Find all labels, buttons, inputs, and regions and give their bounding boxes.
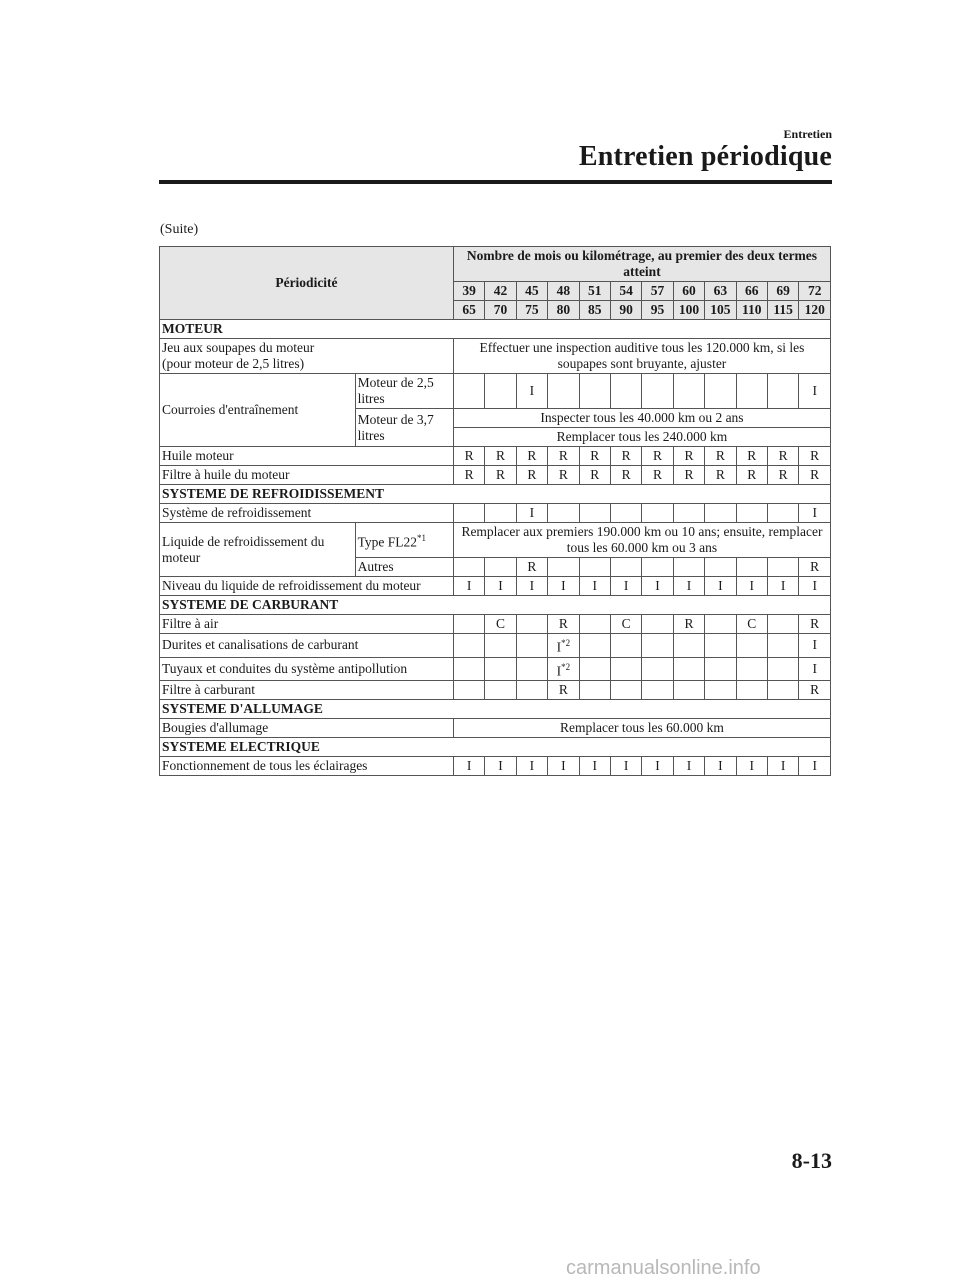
row-label: Filtre à air	[160, 615, 454, 634]
interval-cell	[642, 681, 673, 700]
interval-cell: R	[736, 466, 767, 485]
interval-cell: I	[485, 577, 516, 596]
interval-cell	[673, 634, 704, 658]
table-row	[160, 374, 831, 409]
interval-cell	[642, 634, 673, 658]
section-refroidissement: SYSTEME DE REFROIDISSEMENT	[160, 485, 831, 504]
interval-cell	[736, 657, 767, 681]
row-label-line: (pour moteur de 2,5 litres)	[162, 356, 305, 371]
interval-cell: I	[516, 757, 547, 776]
section-allumage: SYSTEME D'ALLUMAGE	[160, 700, 831, 719]
interval-cell	[516, 657, 547, 681]
interval-cell	[548, 504, 579, 523]
interval-cell	[453, 681, 484, 700]
interval-cell: C	[610, 615, 641, 634]
interval-cell: I	[736, 757, 767, 776]
month-cell: 51	[579, 282, 610, 301]
interval-cell	[642, 615, 673, 634]
interval-cell	[453, 615, 484, 634]
row-note: Remplacer tous les 60.000 km	[453, 719, 830, 738]
interval-cell	[579, 615, 610, 634]
interval-cell: I	[673, 577, 704, 596]
interval-cell	[767, 634, 798, 658]
interval-cell: I	[705, 577, 736, 596]
interval-cell: I	[579, 757, 610, 776]
interval-cell	[767, 615, 798, 634]
header-rule	[159, 180, 832, 184]
interval-cell: I	[579, 577, 610, 596]
interval-cell: R	[767, 466, 798, 485]
interval-cell	[548, 558, 579, 577]
interval-cell: R	[548, 466, 579, 485]
interval-cell: R	[516, 447, 547, 466]
interval-cell: R	[610, 466, 641, 485]
interval-cell	[642, 657, 673, 681]
interval-cell: I	[767, 577, 798, 596]
row-label: Bougies d'allumage	[160, 719, 454, 738]
interval-cell: R	[705, 447, 736, 466]
table-row	[160, 523, 831, 558]
interval-cell: I	[799, 374, 831, 409]
row-label: Durites et canalisations de carburant	[160, 634, 454, 658]
sub-label	[355, 523, 453, 558]
interval-cell	[485, 681, 516, 700]
month-cell: 63	[705, 282, 736, 301]
table-row	[160, 657, 831, 681]
interval-cell	[485, 374, 516, 409]
interval-cell	[610, 504, 641, 523]
interval-cell: R	[642, 466, 673, 485]
month-cell: 54	[610, 282, 641, 301]
interval-cell: R	[453, 447, 484, 466]
km-cell: 90	[610, 301, 641, 320]
interval-cell: I	[799, 504, 831, 523]
interval-cell	[642, 504, 673, 523]
interval-cell: I	[799, 577, 831, 596]
interval-cell: R	[673, 447, 704, 466]
interval-cell	[516, 681, 547, 700]
interval-cell	[736, 681, 767, 700]
interval-cell	[610, 374, 641, 409]
interval-cell	[548, 374, 579, 409]
interval-cell	[485, 634, 516, 658]
month-cell: 39	[453, 282, 484, 301]
row-label: Huile moteur	[160, 447, 454, 466]
interval-cell	[485, 657, 516, 681]
month-cell: 57	[642, 282, 673, 301]
month-cell: 69	[767, 282, 798, 301]
interval-cell	[736, 558, 767, 577]
interval-cell	[767, 504, 798, 523]
km-cell: 75	[516, 301, 547, 320]
interval-cell	[579, 681, 610, 700]
interval-cell: I	[799, 657, 831, 681]
interval-cell	[610, 657, 641, 681]
km-cell: 70	[485, 301, 516, 320]
interval-cell	[767, 374, 798, 409]
interval-cell	[579, 634, 610, 658]
row-note: Remplacer tous les 240.000 km	[453, 428, 830, 447]
interval-cell	[673, 657, 704, 681]
page-number: 8-13	[791, 1148, 832, 1173]
interval-cell	[705, 681, 736, 700]
footnote-marker: *1	[417, 532, 427, 543]
interval-cell: R	[579, 447, 610, 466]
interval-cell	[516, 634, 547, 658]
km-cell: 115	[767, 301, 798, 320]
interval-cell: I	[610, 577, 641, 596]
interval-cell: R	[673, 466, 704, 485]
interval-cell: R	[642, 447, 673, 466]
section-electrique: SYSTEME ELECTRIQUE	[160, 738, 831, 757]
interval-cell: I	[673, 757, 704, 776]
sub-label-text: Type FL22	[357, 534, 418, 550]
table-row	[160, 719, 831, 738]
sub-label: Autres	[355, 558, 453, 577]
interval-cell	[516, 615, 547, 634]
interval-cell	[642, 558, 673, 577]
interval-cell	[610, 634, 641, 658]
table-row	[160, 757, 831, 776]
sub-label: Moteur de 2,5 litres	[355, 374, 453, 409]
row-note: Inspecter tous les 40.000 km ou 2 ans	[453, 409, 830, 428]
row-label: Courroies d'entraînement	[160, 374, 356, 447]
km-cell: 85	[579, 301, 610, 320]
interval-cell: C	[736, 615, 767, 634]
interval-cell: I	[642, 577, 673, 596]
interval-cell	[485, 504, 516, 523]
interval-cell	[548, 634, 579, 658]
interval-cell	[610, 558, 641, 577]
section-moteur: MOTEUR	[160, 320, 831, 339]
row-label-line: Jeu aux soupapes du moteur	[162, 340, 315, 355]
interval-cell	[579, 657, 610, 681]
table-row	[160, 466, 831, 485]
interval-cell	[453, 634, 484, 658]
interval-cell	[705, 558, 736, 577]
interval-cell: I	[642, 757, 673, 776]
table-row	[160, 339, 831, 374]
row-label: Filtre à carburant	[160, 681, 454, 700]
interval-cell: R	[705, 466, 736, 485]
interval-cell: R	[799, 447, 831, 466]
month-cell: 42	[485, 282, 516, 301]
interval-cell	[579, 558, 610, 577]
interval-cell: I	[705, 757, 736, 776]
interval-value: I	[556, 663, 562, 678]
interval-header: Nombre de mois ou kilométrage, au premier des deux termes atteint	[453, 247, 830, 282]
table-row	[160, 634, 831, 658]
interval-cell: R	[799, 558, 831, 577]
interval-cell	[579, 504, 610, 523]
interval-cell: I	[799, 634, 831, 658]
interval-cell	[642, 374, 673, 409]
interval-cell: R	[453, 466, 484, 485]
row-label: Filtre à huile du moteur	[160, 466, 454, 485]
interval-cell: I	[516, 577, 547, 596]
row-label: Liquide de refroidissement du moteur	[160, 523, 356, 577]
interval-cell: R	[610, 447, 641, 466]
interval-cell: R	[736, 447, 767, 466]
km-cell: 65	[453, 301, 484, 320]
interval-cell	[767, 657, 798, 681]
table-row	[160, 615, 831, 634]
interval-cell	[767, 681, 798, 700]
footnote-marker: *2	[561, 638, 571, 648]
interval-cell: R	[579, 466, 610, 485]
interval-cell	[673, 558, 704, 577]
interval-cell	[705, 374, 736, 409]
interval-cell: I	[453, 757, 484, 776]
periodicite-header: Périodicité	[160, 247, 454, 320]
interval-cell	[736, 374, 767, 409]
interval-cell	[673, 681, 704, 700]
month-cell: 66	[736, 282, 767, 301]
interval-cell: I	[767, 757, 798, 776]
footer-watermark: carmanualsonline.info	[566, 1257, 761, 1279]
interval-cell: R	[516, 466, 547, 485]
table-row	[160, 681, 831, 700]
interval-cell: R	[516, 558, 547, 577]
interval-cell: C	[485, 615, 516, 634]
interval-cell	[548, 657, 579, 681]
maintenance-schedule-table	[159, 246, 831, 776]
interval-cell: I	[485, 757, 516, 776]
interval-cell: R	[485, 447, 516, 466]
row-label	[160, 339, 454, 374]
interval-cell: R	[673, 615, 704, 634]
row-label: Niveau du liquide de refroidissement du moteur	[160, 577, 454, 596]
interval-cell	[767, 558, 798, 577]
row-label: Fonctionnement de tous les éclairages	[160, 757, 454, 776]
row-note: Remplacer aux premiers 190.000 km ou 10 ans; ensuite, remplacer tous les 60.000 km ou 3 ans	[453, 523, 830, 558]
section-label: Entretien	[783, 127, 832, 141]
interval-cell: R	[799, 681, 831, 700]
interval-cell: I	[516, 374, 547, 409]
interval-cell	[673, 504, 704, 523]
table-row	[160, 577, 831, 596]
table-row	[160, 447, 831, 466]
interval-cell: R	[799, 615, 831, 634]
interval-cell: R	[767, 447, 798, 466]
interval-cell: R	[799, 466, 831, 485]
interval-value: I	[556, 639, 562, 655]
section-carburant: SYSTEME DE CARBURANT	[160, 596, 831, 615]
interval-cell	[485, 558, 516, 577]
interval-cell: R	[548, 447, 579, 466]
interval-cell: I	[548, 577, 579, 596]
km-cell: 105	[705, 301, 736, 320]
interval-cell	[610, 681, 641, 700]
interval-cell: I	[610, 757, 641, 776]
interval-cell	[673, 374, 704, 409]
interval-cell: I	[548, 757, 579, 776]
interval-cell: R	[485, 466, 516, 485]
row-label: Tuyaux et conduites du système antipollution	[160, 657, 454, 681]
interval-cell	[736, 504, 767, 523]
km-cell: 120	[799, 301, 831, 320]
page-title: Entretien périodique	[578, 141, 832, 172]
interval-cell	[705, 615, 736, 634]
month-cell: 45	[516, 282, 547, 301]
continued-label: (Suite)	[160, 222, 199, 237]
footnote-marker: *2	[561, 661, 571, 672]
row-label: Système de refroidissement	[160, 504, 454, 523]
row-note: Effectuer une inspection auditive tous les 120.000 km, si les soupapes sont bruyante, ajuster	[453, 339, 830, 374]
month-cell: 60	[673, 282, 704, 301]
month-cell: 72	[799, 282, 831, 301]
interval-cell	[579, 374, 610, 409]
interval-cell: I	[799, 757, 831, 776]
interval-cell	[453, 374, 484, 409]
interval-cell: I	[736, 577, 767, 596]
km-cell: 100	[673, 301, 704, 320]
interval-cell: R	[548, 615, 579, 634]
interval-cell	[453, 558, 484, 577]
interval-cell	[453, 657, 484, 681]
sub-label: Moteur de 3,7 litres	[355, 409, 453, 447]
interval-cell: I	[453, 577, 484, 596]
interval-cell	[736, 634, 767, 658]
km-cell: 110	[736, 301, 767, 320]
interval-cell	[705, 634, 736, 658]
interval-cell	[453, 504, 484, 523]
interval-cell	[705, 504, 736, 523]
interval-cell: I	[516, 504, 547, 523]
table-row	[160, 504, 831, 523]
month-cell: 48	[548, 282, 579, 301]
km-cell: 95	[642, 301, 673, 320]
km-cell: 80	[548, 301, 579, 320]
interval-cell: R	[548, 681, 579, 700]
interval-cell	[705, 657, 736, 681]
